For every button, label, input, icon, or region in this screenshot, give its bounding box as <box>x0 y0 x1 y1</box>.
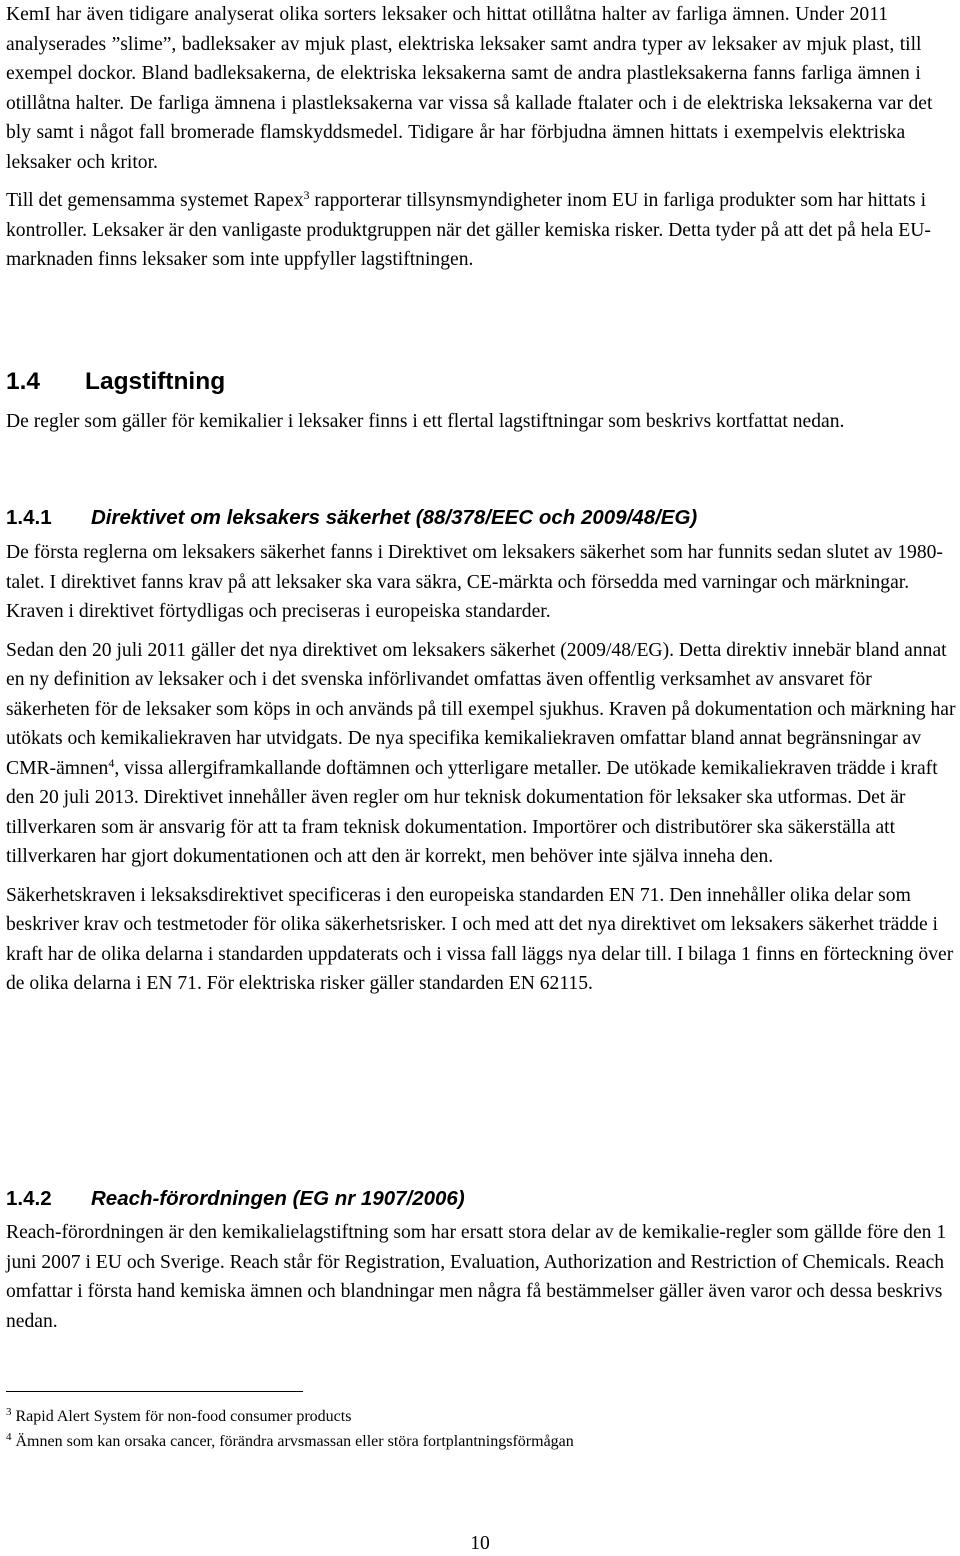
section-1-4-2-paragraph-1: Reach-förordningen är den kemikalielagstiftning som har ersatt stora delar av de kemikalie-regler som gällde före den 1 juni 2007 i EU och Sverige. Reach står för Registration, Evaluation, Authorization and Restriction of Chemicals. Reach omfattar i första hand kemiska ämnen och blandningar men några få bestämmelser gäller även varor och dessa beskrivs nedan. <box>6 1222 947 1332</box>
section-1-4-title: Lagstiftning <box>85 368 226 395</box>
section-1-4-number: 1.4 <box>6 368 41 395</box>
section-1-4-2-heading <box>6 1185 465 1213</box>
section-1-4-1-body <box>6 538 956 999</box>
intro-paragraph-1: KemI har även tidigare analyserat olika sorters leksaker och hittat otillåtna halter av farliga ämnen. Under 2011 analyserades ”slime”, badleksaker av mjuk plast, elektriska leksaker samt andra typer av leksaker av mjuk plast, till exempel dockor. Bland badleksakerna, de elektriska leksakerna samt de andra plastleksakerna fanns farliga ämnen i otillåtna halter. De farliga ämnena i plastleksakerna var vissa så kallade ftalater och i de elektriska leksakerna var det bly samt i något fall bromerade flamskyddsmedel. Tidigare år har förbjudna ämnen hittats i exempelvis elektriska leksaker och kritor. <box>6 4 933 173</box>
section-1-4-1-number: 1.4.1 <box>6 506 52 529</box>
section-1-4-heading <box>6 367 225 397</box>
footnote-3 <box>6 1404 956 1429</box>
footnotes <box>6 1404 956 1454</box>
section-1-4-paragraph-1: De regler som gäller för kemikalier i leksaker finns i ett flertal lagstiftningar som beskrivs kortfattat nedan. <box>6 411 845 432</box>
section-1-4-2-number: 1.4.2 <box>6 1187 52 1210</box>
section-1-4-body <box>6 407 956 437</box>
section-1-4-1-paragraph-2-text-b: , vissa allergiframkallande doftämnen och ytterligare metaller. De utökade kemikaliekraven trädde i kraft den 20 juli 2013. Direktivet innehåller även regler om hur teknisk dokumentation för leksaker ska utformas. Det är tillverkaren som är ansvarig för att ta fram teknisk dokumentation. Importörer och distributörer ska säkerställa att tillverkaren har gjort dokumentationen och att den är korrekt, men behöver inte själva inneha den. <box>6 757 938 867</box>
footnote-3-text: Rapid Alert System för non-food consumer products <box>15 1408 352 1425</box>
intro-paragraph-2-text-a: Till det gemensamma systemet Rapex <box>6 190 304 211</box>
section-1-4-1-paragraph-1: De första reglerna om leksakers säkerhet fanns i Direktivet om leksakers säkerhet som har funnits sedan slutet av 1980-talet. I direktivet fanns krav på att leksaker ska vara säkra, CE-märkta och försedda med varningar och märkningar. Kraven i direktivet förtydligas och preciseras i europeiska standarder. <box>6 542 943 622</box>
section-1-4-2-body <box>6 1218 956 1336</box>
footnote-ref-4[interactable]: 4 <box>108 755 115 770</box>
footnote-4 <box>6 1429 956 1454</box>
section-1-4-1-title: Direktivet om leksakers säkerhet (88/378/EEC och 2009/48/EG) <box>91 506 698 529</box>
section-1-4-1-paragraph-2-text-a: Sedan den 20 juli 2011 gäller det nya direktivet om leksakers säkerhet (2009/48/EG). Detta direktiv innebär bland annat en ny definition av leksaker och i det svenska införlivandet omfattas även offentlig verksamhet av ansvaret för säkerheten för de leksaker som köps in och används på till exempel sjukhus. Kraven på dokumentation och märkning har utökats och kemikaliekraven har utvidgats. De nya specifika kemikaliekraven omfattar bland annat begränsningar av CMR-ämnen <box>6 639 956 779</box>
section-1-4-1-paragraph-3: Säkerhetskraven i leksaksdirektivet specificeras i den europeiska standarden EN 71. Den innehåller olika delar som beskriver krav och testmetoder för olika säkerhetsrisker. I och med att det nya direktivet om leksakers säkerhet trädde i kraft har de olika delarna i standarden uppdaterats och i vissa fall läggs nya delar till. I bilaga 1 finns en förteckning över de olika delarna i EN 71. För elektriska risker gäller standarden EN 62115. <box>6 884 954 994</box>
intro-paragraph-2-text-b: rapporterar tillsynsmyndigheter inom EU in farliga produkter som har hittats i kontroller. Leksaker är den vanligaste produktgruppen när det gäller kemiska risker. Detta tyder på att det på hela EU-marknaden finns leksaker som inte uppfyller lagstiftningen. <box>6 190 931 270</box>
section-1-4-1-heading <box>6 504 697 532</box>
section-1-4-1-paragraph-2 <box>6 636 956 872</box>
section-1-4-2-title: Reach-förordningen (EG nr 1907/2006) <box>91 1187 465 1210</box>
footnote-separator <box>6 1391 303 1392</box>
footnote-ref-3[interactable]: 3 <box>303 188 310 202</box>
page-number: 10 <box>470 1533 490 1554</box>
footnote-4-text: Ämnen som kan orsaka cancer, förändra arvsmassan eller störa fortplantningsförmågan <box>15 1433 574 1450</box>
intro-paragraph-2 <box>6 186 956 275</box>
footnote-3-mark: 3 <box>6 1406 12 1418</box>
intro-section <box>6 0 956 275</box>
footnote-4-mark: 4 <box>6 1431 12 1443</box>
